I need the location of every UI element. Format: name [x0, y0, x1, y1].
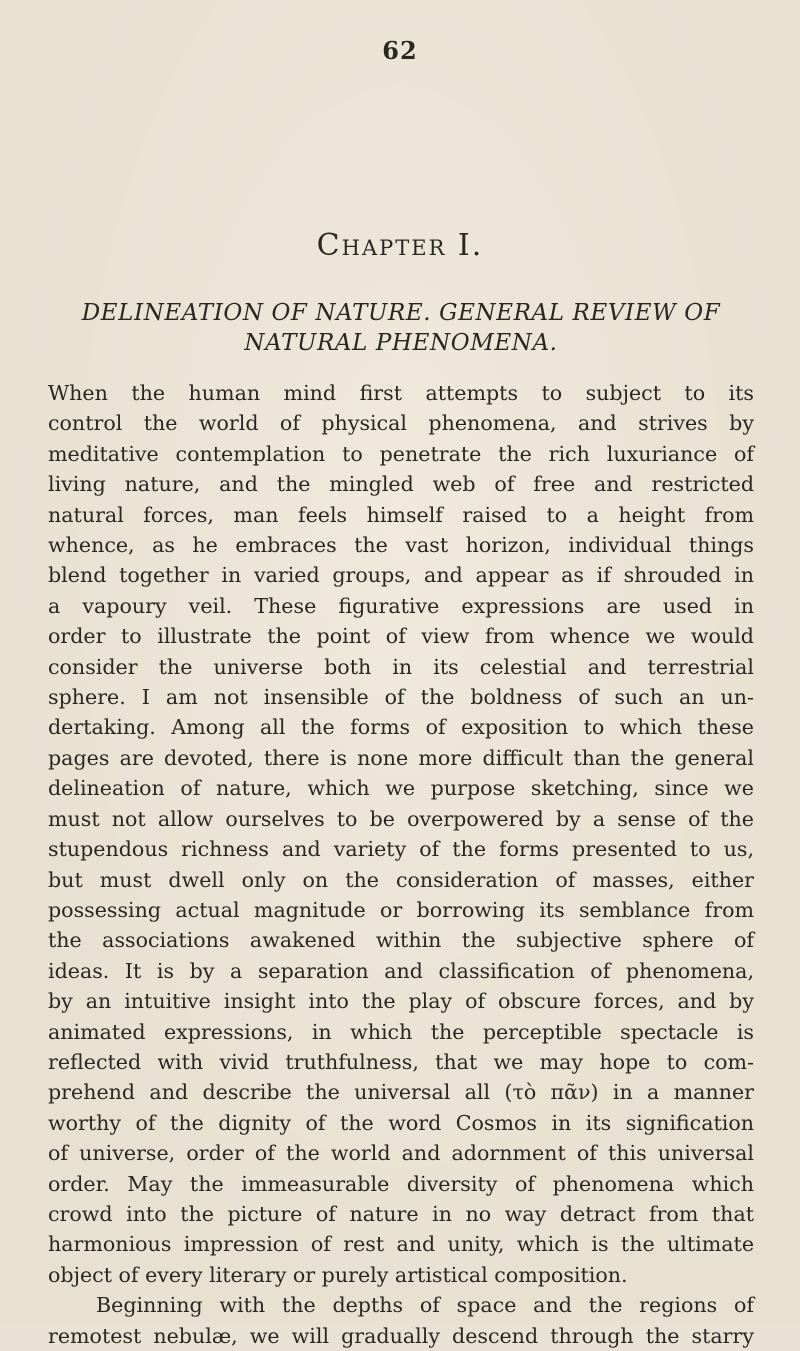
text-line: sphere. I am not insensible of the boldness of such an un-: [48, 685, 754, 710]
text-line: order. May the immeasurable diversity of phenomena which: [48, 1171, 754, 1196]
text-line: consider the universe both in its celestial and terrestrial: [48, 654, 754, 679]
text-line: control the world of physical phenomena, and strives by: [48, 411, 754, 436]
text-line: whence, as he embraces the vast horizon, individual things: [48, 533, 754, 558]
text-line: delineation of nature, which we purpose sketching, since we: [48, 776, 754, 801]
text-line: worthy of the dignity of the word Cosmos in its signification: [48, 1110, 754, 1135]
page-number: 62: [382, 36, 418, 65]
text-line: pages are devoted, there is none more difficult than the general: [48, 745, 754, 770]
chapter-title: [48, 298, 754, 358]
text-line: living nature, and the mingled web of free and restricted: [48, 472, 754, 497]
text-line: must not allow ourselves to be overpowered by a sense of the: [48, 806, 754, 831]
text-line: stupendous richness and variety of the forms presented to us,: [48, 837, 754, 862]
text-line: reflected with vivid truthfulness, that we may hope to com-: [48, 1049, 754, 1074]
chapter-heading: Chapter I.: [316, 228, 484, 263]
text-line: by an intuitive insight into the play of obscure forces, and by: [48, 989, 754, 1014]
text-line: harmonious impression of rest and unity, which is the ultimate: [48, 1232, 754, 1257]
body-text: [48, 378, 754, 1351]
chapter-title-line: NATURAL PHENOMENA.: [244, 330, 558, 356]
text-line: object of every literary or purely artistical composition.: [48, 1262, 628, 1287]
text-line: of universe, order of the world and adornment of this universal: [48, 1141, 754, 1166]
text-line: possessing actual magnitude or borrowing its semblance from: [48, 897, 754, 922]
text-line: a vapoury veil. These figurative expressions are used in: [48, 593, 754, 618]
text-line: prehend and describe the universal all (τὸ πᾶν) in a manner: [48, 1080, 754, 1105]
text-line: animated expressions, in which the perceptible spectacle is: [48, 1019, 754, 1044]
text-line: dertaking. Among all the forms of exposition to which these: [48, 715, 754, 740]
text-line: When the human mind first attempts to subject to its: [48, 381, 754, 405]
text-line: remotest nebulæ, we will gradually descend through the starry: [48, 1323, 754, 1348]
chapter-title-line: DELINEATION OF NATURE. GENERAL REVIEW OF: [81, 300, 721, 326]
text-line: ideas. It is by a separation and classification of phenomena,: [48, 958, 754, 983]
text-line: Beginning with the depths of space and the regions of: [96, 1293, 754, 1318]
text-line: blend together in varied groups, and appear as if shrouded in: [48, 563, 754, 588]
text-line: natural forces, man feels himself raised to a height from: [48, 502, 754, 527]
text-line: order to illustrate the point of view from whence we would: [48, 624, 754, 649]
text-line: meditative contemplation to penetrate the rich luxuriance of: [48, 441, 754, 466]
text-line: the associations awakened within the subjective sphere of: [48, 928, 754, 953]
text-line: but must dwell only on the consideration of masses, either: [48, 867, 754, 892]
text-line: crowd into the picture of nature in no way detract from that: [48, 1201, 754, 1226]
